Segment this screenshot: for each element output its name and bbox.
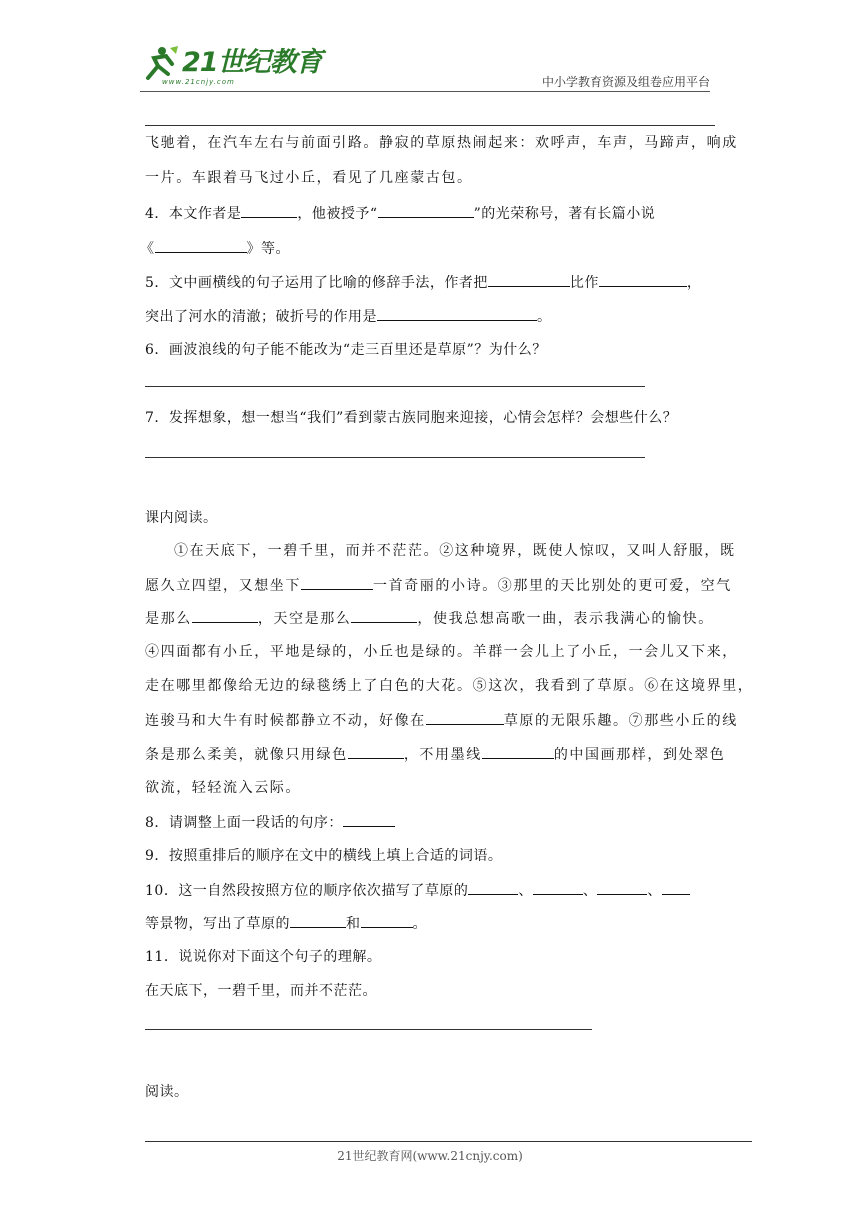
- answer-blank[interactable]: [599, 272, 687, 287]
- passage-line: 一片。车跟着马飞过小丘，看见了几座蒙古包。: [145, 170, 473, 186]
- header-divider: [140, 91, 710, 92]
- question-7: 7．发挥想象，想一想当“我们”看到蒙古族同胞来迎接，心情会怎样？会想些什么？: [145, 410, 678, 426]
- header-platform-text: 中小学教育资源及组卷应用平台: [541, 75, 710, 89]
- footer-divider: [145, 1141, 752, 1142]
- question-5-cont: 突出了河水的清澈；破折号的作用是 。: [145, 306, 552, 327]
- question-11: 11．说说你对下面这个句子的理解。: [145, 949, 382, 965]
- footer-text: 21世纪教育网(www.21cnjy.com): [337, 1149, 523, 1163]
- answer-blank[interactable]: [597, 880, 647, 895]
- paragraph-line: ①在天底下，一碧千里，而并不茫茫。②这种境界，既使人惊叹，又叫人舒服，既: [174, 543, 736, 559]
- answer-blank[interactable]: [343, 812, 395, 827]
- question-5: 5．文中画横线的句子运用了比喻的修辞手法，作者把 比作 ，: [145, 272, 701, 293]
- answer-blank[interactable]: [377, 306, 537, 321]
- paragraph-line: ④四面都有小丘，平地是绿的，小丘也是绿的。羊群一会儿上了小丘，一会儿又下来，: [145, 644, 738, 660]
- page-header: [140, 40, 710, 92]
- answer-blank[interactable]: [482, 744, 554, 759]
- answer-blank[interactable]: [351, 608, 417, 623]
- paragraph-line: 连骏马和大牛有时候都静立不动，好像在 草原的无限乐趣。⑦那些小丘的线: [145, 710, 738, 731]
- question-8: 8．请调整上面一段话的句序：: [145, 812, 395, 833]
- answer-blank[interactable]: [192, 608, 258, 623]
- answer-blank[interactable]: [533, 880, 583, 895]
- answer-line[interactable]: [145, 457, 645, 458]
- answer-blank[interactable]: [426, 710, 504, 725]
- question-10: 10．这一自然段按照方位的顺序依次描写了草原的 、 、 、: [145, 880, 690, 901]
- section-title: 阅读。: [145, 1084, 189, 1100]
- answer-blank[interactable]: [241, 203, 297, 218]
- paragraph-line: 条是那么柔美，就像只用绿色 ，不用墨线 的中国画那样，到处翠色: [145, 744, 725, 765]
- paragraph-line: 愿久立四望，又想坐下 一首奇丽的小诗。③那里的天比别处的更可爱，空气: [145, 575, 732, 596]
- question-4: 4．本文作者是 ，他被授予“ ”的光荣称号，著有长篇小说: [145, 203, 655, 224]
- logo-text: 21世纪教育: [182, 47, 322, 78]
- passage-line: 飞驰着，在汽车左右与前面引路。静寂的草原热闹起来：欢呼声，车声，马蹄声，响成: [145, 135, 738, 151]
- paragraph-line: 是那么 ，天空是那么 ，使我总想高歌一曲，表示我满心的愉快。: [145, 608, 714, 629]
- answer-blank[interactable]: [301, 575, 373, 590]
- answer-blank[interactable]: [378, 203, 474, 218]
- answer-line[interactable]: [145, 1029, 592, 1030]
- section-title: 课内阅读。: [145, 510, 218, 526]
- question-6: 6．画波浪线的句子能不能改为“走三百里还是草原”？为什么？: [145, 342, 547, 358]
- logo-url: www.21cnjy.com: [162, 78, 235, 86]
- answer-line[interactable]: [145, 386, 645, 387]
- question-4-cont: 《 》等。: [140, 238, 290, 259]
- paragraph-line: 欲流，轻轻流入云际。: [145, 780, 301, 796]
- answer-blank[interactable]: [488, 272, 570, 287]
- question-9: 9．按照重排后的顺序在文中的横线上填上合适的词语。: [145, 848, 503, 864]
- answer-blank[interactable]: [155, 238, 247, 253]
- question-10-cont: 等景物，写出了草原的 和 。: [145, 913, 427, 934]
- answer-blank[interactable]: [361, 913, 413, 928]
- top-divider: [145, 125, 715, 126]
- answer-blank[interactable]: [290, 913, 346, 928]
- answer-blank[interactable]: [662, 880, 690, 895]
- quoted-sentence: 在天底下，一碧千里，而并不茫茫。: [145, 983, 377, 999]
- answer-blank[interactable]: [468, 880, 518, 895]
- answer-blank[interactable]: [348, 744, 404, 759]
- paragraph-line: 走在哪里都像给无边的绿毯绣上了白色的大花。⑤这次，我看到了草原。⑥在这境界里，: [145, 678, 754, 694]
